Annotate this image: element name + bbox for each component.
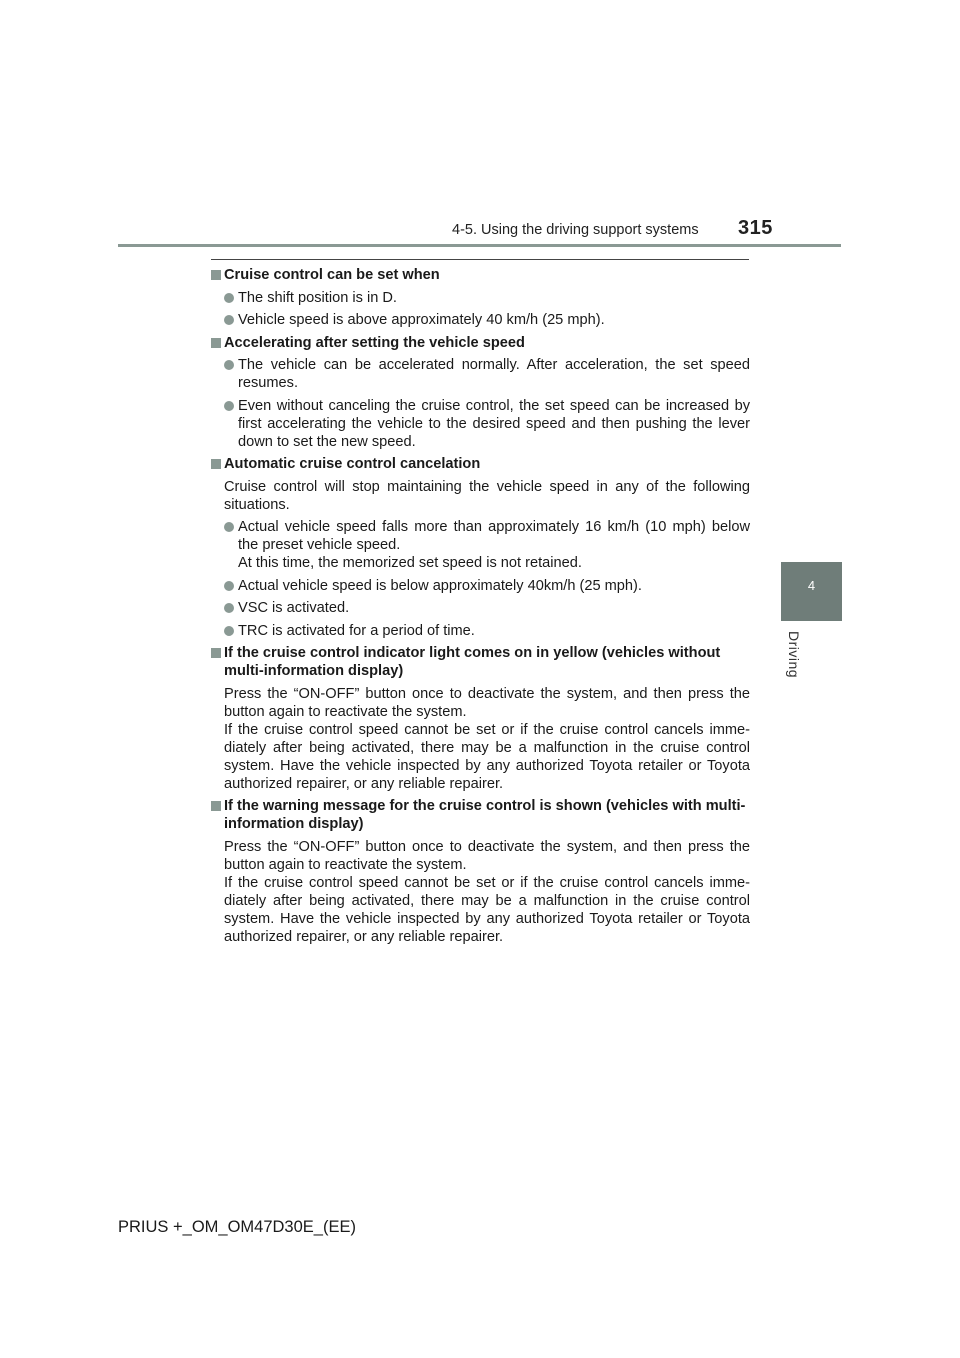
chapter-label: Driving	[786, 631, 802, 679]
square-bullet-icon	[211, 801, 221, 811]
list-item: Actual vehicle speed falls more than approximately 16 km/h (10 mph) below the preset vehicle speed. At this time, the memorized set speed is not retained.	[211, 518, 750, 572]
circle-bullet-icon	[224, 293, 234, 303]
list-item: VSC is activated.	[211, 599, 750, 617]
circle-bullet-icon	[224, 315, 234, 325]
square-bullet-icon	[211, 459, 221, 469]
circle-bullet-icon	[224, 401, 234, 411]
circle-bullet-icon	[224, 360, 234, 370]
list-item: Vehicle speed is above approximately 40 km/h (25 mph).	[211, 311, 750, 329]
section-heading: Cruise control can be set when	[211, 266, 750, 284]
circle-bullet-icon	[224, 581, 234, 591]
list-item: The shift position is in D.	[211, 289, 750, 307]
chapter-tab	[781, 562, 842, 621]
section-heading: Accelerating after setting the vehicle speed	[211, 334, 750, 352]
circle-bullet-icon	[224, 522, 234, 532]
paragraph: Press the “ON-OFF” button once to deactivate the system, and then press the button again to reactivate the system. If the cruise control speed cannot be set or if the cruise control cancels imme-diately after being activated, there may be a malfunction in the cruise control system. Have the vehicle inspected by any authorized Toyota retailer or Toyota authorized repairer, or any reliable repairer.	[224, 685, 750, 792]
list-item: Even without canceling the cruise control, the set speed can be increased by first accelerating the vehicle to the desired speed and then pushing the lever down to set the new speed.	[211, 397, 750, 451]
section-heading: Automatic cruise control cancelation	[211, 455, 750, 473]
header-section-title: 4-5. Using the driving support systems	[452, 222, 699, 238]
square-bullet-icon	[211, 648, 221, 658]
square-bullet-icon	[211, 270, 221, 280]
paragraph: Press the “ON-OFF” button once to deactivate the system, and then press the button again to reactivate the system. If the cruise control speed cannot be set or if the cruise control cancels imme-diately after being activated, there may be a malfunction in the cruise control system. Have the vehicle inspected by any authorized Toyota retailer or Toyota authorized repairer, or any reliable repairer.	[224, 838, 750, 945]
circle-bullet-icon	[224, 626, 234, 636]
main-content	[211, 266, 750, 950]
footer-doc-id: PRIUS +_OM_OM47D30E_(EE)	[118, 1218, 356, 1236]
section-divider	[211, 259, 749, 260]
section-heading: If the cruise control indicator light comes on in yellow (vehicles without multi-information display)	[211, 644, 750, 680]
list-item: The vehicle can be accelerated normally. After acceleration, the set speed resumes.	[211, 356, 750, 392]
page-number: 315	[738, 217, 773, 239]
circle-bullet-icon	[224, 603, 234, 613]
chapter-number: 4	[807, 578, 816, 593]
header-rule	[118, 244, 841, 247]
list-item: Actual vehicle speed is below approximately 40km/h (25 mph).	[211, 577, 750, 595]
square-bullet-icon	[211, 338, 221, 348]
list-item: TRC is activated for a period of time.	[211, 622, 750, 640]
paragraph: Cruise control will stop maintaining the vehicle speed in any of the following situations.	[224, 478, 750, 513]
section-heading: If the warning message for the cruise control is shown (vehicles with multi-information display)	[211, 797, 750, 833]
